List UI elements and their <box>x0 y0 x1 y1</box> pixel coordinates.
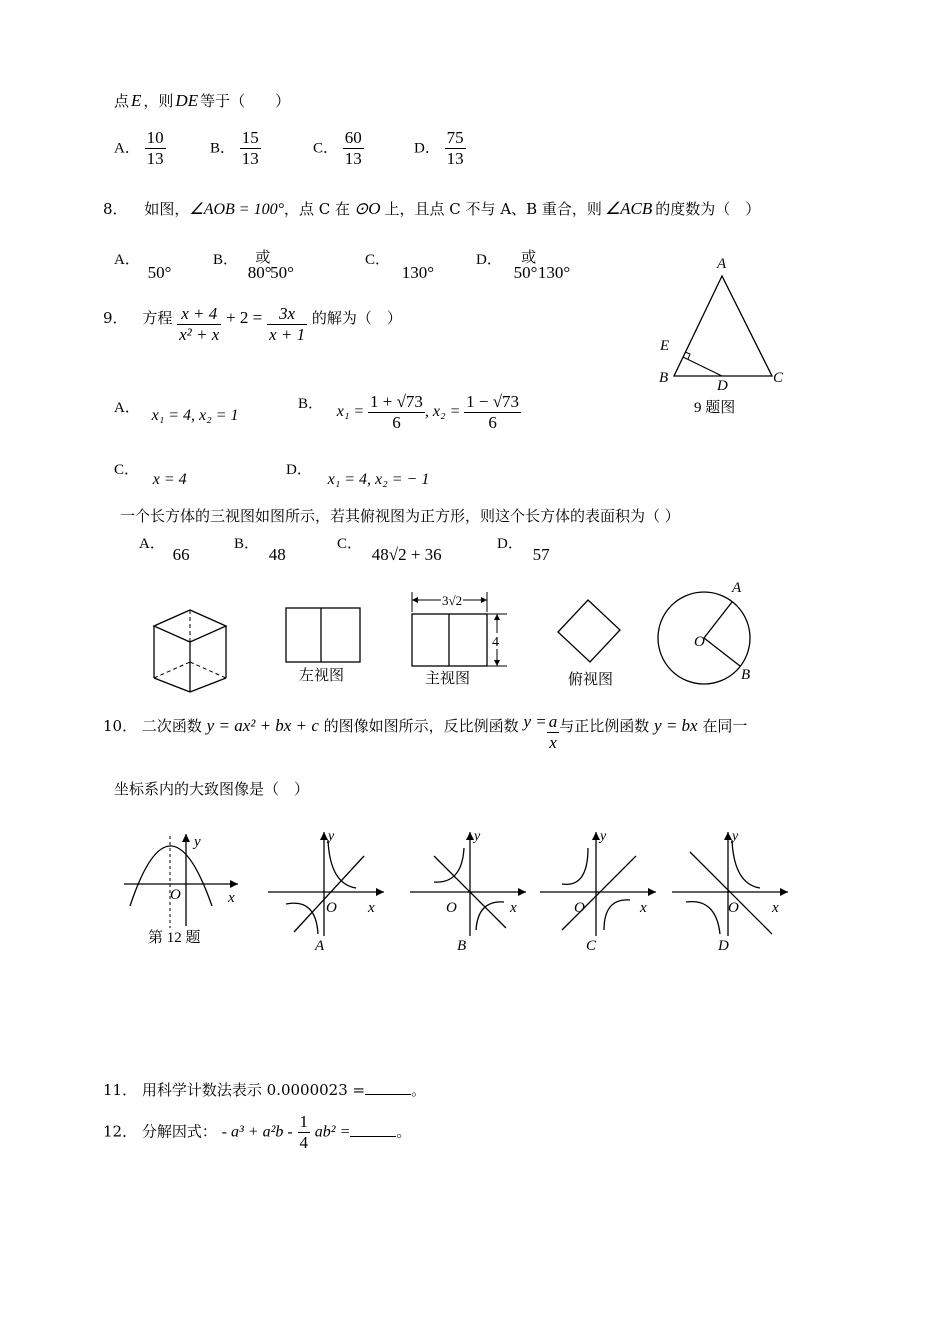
figure-caption: 9 题图 <box>694 400 736 416</box>
fraction: $\frac{75}{13}$ <box>446 128 464 168</box>
top-view-figure <box>552 596 632 690</box>
svg-text:y: y <box>328 829 335 844</box>
svg-text:x: x <box>368 900 375 916</box>
fraction: $\frac{1}{4}$ <box>299 1112 308 1152</box>
box-option-d[interactable]: D． 57 <box>497 536 550 564</box>
box-question-stem: 一个长方体的三视图如图所示，若其俯视图为正方形，则这个长方体的表面积为（ ） <box>120 507 680 525</box>
q10-option-c-graph[interactable] <box>536 826 666 954</box>
fraction: $\frac{1 - √73}{6}$ <box>466 392 520 432</box>
q7-option-b[interactable]: B． $\frac{15}{13}$ <box>210 128 259 168</box>
triangle-figure <box>650 250 800 420</box>
fraction: $\frac{10}{13}$ <box>146 128 164 168</box>
fraction: $\frac{60}{13}$ <box>344 128 362 168</box>
q10-stem-continued: 坐标系内的大致图像是（ ） <box>114 780 310 798</box>
q8-option-d[interactable]: D． 50° 或 130° <box>476 250 571 282</box>
option-label-b: B <box>457 938 467 954</box>
point-e: E <box>131 91 142 110</box>
box-option-c[interactable]: C． 48√2 + 36 <box>337 536 442 564</box>
label-d: D <box>717 378 728 394</box>
top-view-label: 俯视图 <box>568 672 614 688</box>
svg-text:O: O <box>446 900 457 916</box>
q7-option-c[interactable]: C． $\frac{60}{13}$ <box>313 128 362 168</box>
q11-stem: 11． 用科学计数法表示 0.0000023 = 。 <box>103 1081 427 1099</box>
svg-text:y: y <box>194 834 201 850</box>
fraction: $\frac{15}{13}$ <box>241 128 259 168</box>
segment-ed <box>683 357 722 376</box>
q9-stem: 9． 方程 $\frac{x + 4}{\text{x² + x}}$ + 2 = $\frac{3x}{x + 1}$ 的解为（ ） <box>103 304 402 344</box>
q8-option-a[interactable]: A． 50° <box>114 252 172 282</box>
svg-text:x: x <box>228 890 235 906</box>
label-b: B <box>659 370 669 386</box>
fraction: $\frac{x + 4}{\text{x² + x}}$ <box>179 304 220 344</box>
q9-option-a[interactable]: A． x₁ = 4, x₂ = 1 <box>114 400 239 424</box>
segment-de: DE <box>175 91 199 110</box>
svg-text:x: x <box>510 900 517 916</box>
box-option-b[interactable]: B． 48 <box>234 536 286 564</box>
fraction: $\frac{3x}{x + 1}$ <box>269 304 306 344</box>
svg-text:x: x <box>772 900 779 916</box>
q10-stem: 10． 二次函数 y = ax² + bx + c 的图像如图所示，反比例函数 y = $\frac{a}{x}$ 与正比例函数 y = bx 在同一 <box>103 711 748 752</box>
q8-stem: 8． 如图，∠AOB = 100°，点 C 在 ⊙O 上，且点 C 不与 A、B 重合，则 ∠ACB 的度数为（ ） <box>103 199 761 218</box>
svg-text:y: y <box>600 829 607 844</box>
parabola-graph <box>120 826 250 950</box>
svg-text:x: x <box>640 900 647 916</box>
svg-text:O: O <box>728 900 739 916</box>
fraction: $\frac{a}{x}$ <box>548 712 558 752</box>
left-view-figure <box>284 606 364 688</box>
q7-option-d[interactable]: D． $\frac{75}{13}$ <box>414 128 464 168</box>
q8-option-c[interactable]: C． 130° <box>365 252 435 282</box>
triangle-abc <box>674 276 772 376</box>
answer-blank[interactable] <box>350 1122 396 1137</box>
circle-label-o: O <box>694 634 705 650</box>
front-view-label: 主视图 <box>425 671 471 687</box>
q9-option-d[interactable]: D． x₁ = 4, x₂ = − 1 <box>286 462 430 488</box>
circle-figure <box>652 574 772 686</box>
left-view-label: 左视图 <box>299 668 345 684</box>
label-e: E <box>660 338 670 354</box>
circle-label-b: B <box>741 667 751 683</box>
label-a: A <box>717 256 727 272</box>
q7-stem: 点 E ，则 DE 等于（ ） <box>114 91 291 110</box>
q9-option-b[interactable]: B． x₁ = $\frac{1 + √73}{6}$ , x₂ = $\frac{1 - √73}{6}$ <box>298 392 520 432</box>
svg-text:O: O <box>170 887 181 903</box>
graph-caption: 第 12 题 <box>148 930 201 946</box>
cube-figure <box>148 604 234 696</box>
q10-option-b-graph[interactable] <box>406 826 536 954</box>
option-label-a: A <box>315 938 325 954</box>
q12-stem: 12． 分解因式： - a³ + a²b - $\frac{1}{4}$ ab² = 。 <box>103 1112 412 1152</box>
label-c: C <box>773 370 784 386</box>
front-view-figure <box>405 588 515 690</box>
dim-height: 4 <box>492 635 499 650</box>
circle-label-a: A <box>732 580 742 596</box>
dim-width: 3√2 <box>442 593 463 608</box>
option-label-c: C <box>586 938 597 954</box>
q8-option-b[interactable]: B． 80° 或 50° <box>213 250 294 282</box>
q9-option-c[interactable]: C． x = 4 <box>114 462 187 488</box>
svg-text:y: y <box>732 829 739 844</box>
box-option-a[interactable]: A． 66 <box>139 536 190 564</box>
q10-option-d-graph[interactable] <box>668 826 798 954</box>
svg-text:y: y <box>474 829 481 844</box>
q7-option-a[interactable]: A． $\frac{10}{13}$ <box>114 128 164 168</box>
q10-option-a-graph[interactable] <box>264 826 394 954</box>
svg-text:O: O <box>326 900 337 916</box>
option-label-d: D <box>718 938 729 954</box>
svg-text:O: O <box>574 900 585 916</box>
answer-blank[interactable] <box>365 1080 411 1095</box>
fraction: $\frac{1 + √73}{6}$ <box>369 392 423 432</box>
